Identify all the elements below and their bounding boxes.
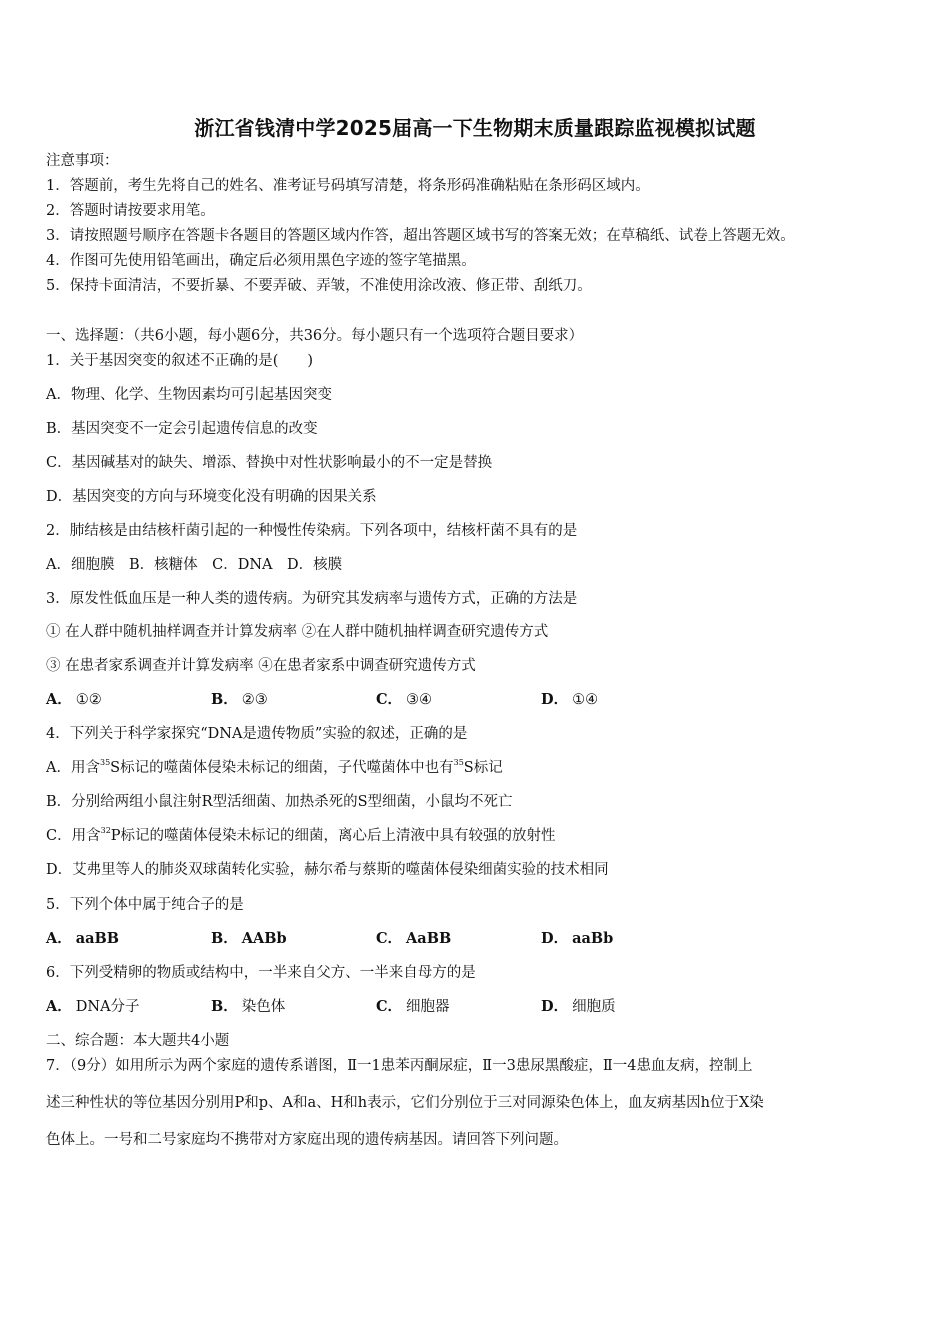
option-text: 细胞器 — [406, 999, 450, 1015]
q2-options: A．细胞膜 B．核糖体 C．DNA D．核膜 — [46, 557, 343, 573]
q5-stem: 5．下列个体中属于纯合子的是 — [46, 897, 244, 913]
q4-option-b: B．分别给两组小鼠注射R型活细菌、加热杀死的S型细菌，小鼠均不死亡 — [46, 794, 513, 810]
q3-statement-line: ③ 在患者家系调查并计算发病率 ④在患者家系中调查研究遗传方式 — [46, 658, 476, 674]
option-text: ①② — [75, 692, 102, 708]
q6-option-b — [211, 998, 285, 1016]
q1-option-b: B．基因突变不一定会引起遗传信息的改变 — [46, 421, 318, 437]
option-text: ①④ — [572, 692, 599, 708]
q3-option-a — [46, 691, 102, 709]
q3-option-c — [376, 691, 432, 709]
option-text: 染色体 — [241, 999, 286, 1015]
q7-text-line: 色体上。一号和二号家庭均不携带对方家庭出现的遗传病基因。请回答下列问题。 — [46, 1132, 568, 1148]
notice-item: 2．答题时请按要求用笔。 — [46, 203, 215, 219]
q3-statement-line: ① 在人群中随机抽样调查并计算发病率 ②在人群中随机抽样调查研究遗传方式 — [46, 624, 549, 640]
option-text: ③④ — [406, 692, 433, 708]
option-text: P标记的噬菌体侵染未标记的细菌，离心后上清液中具有较强的放射性 — [110, 828, 556, 844]
q6-option-a — [46, 998, 140, 1016]
section2-heading: 二、综合题：本大题共4小题 — [46, 1033, 230, 1049]
section1-heading: 一、选择题：（共6小题，每小题6分，共36分。每小题只有一个选项符合题目要求） — [46, 328, 584, 344]
isotope-superscript: 35 — [99, 758, 111, 767]
option-label: D． — [541, 998, 569, 1015]
q3-option-d — [541, 691, 598, 709]
option-text: aaBb — [572, 930, 614, 947]
option-label: A． — [46, 691, 72, 708]
option-text: AABb — [241, 930, 287, 947]
option-text: C．用含 — [46, 828, 101, 844]
q7-text-line: 7．（9分）如用所示为两个家庭的遗传系谱图，Ⅱ一1患苯丙酮尿症，Ⅱ一3患尿黑酸症，Ⅱ一4患血友病，控制上 — [46, 1058, 753, 1074]
option-label: C． — [376, 691, 403, 708]
option-text: AaBB — [406, 930, 452, 947]
notice-heading: 注意事项： — [46, 153, 119, 169]
q1-option-a: A．物理、化学、生物因素均可引起基因突变 — [46, 387, 332, 403]
notice-item: 4．作图可先使用铅笔画出，确定后必须用黑色字迹的签字笔描黑。 — [46, 253, 476, 269]
q5-option-a — [46, 930, 119, 948]
q4-stem: 4．下列关于科学家探究“DNA是遗传物质”实验的叙述，正确的是 — [46, 726, 468, 742]
q5-option-c — [376, 930, 451, 948]
option-label: A． — [46, 998, 72, 1015]
option-text: S标记 — [463, 760, 503, 776]
page-title: 浙江省钱清中学2025届高一下生物期末质量跟踪监视模拟试题 — [194, 116, 756, 140]
option-text: DNA分子 — [75, 999, 140, 1015]
option-text: ②③ — [241, 692, 268, 708]
option-label: C． — [376, 930, 403, 947]
option-text: A．用含 — [46, 760, 100, 776]
q5-option-b — [211, 930, 287, 948]
option-label: B． — [211, 930, 238, 947]
option-label: B． — [211, 691, 238, 708]
option-label: C． — [376, 998, 403, 1015]
option-label: D． — [541, 691, 569, 708]
q6-stem: 6．下列受精卵的物质或结构中，一半来自父方、一半来自母方的是 — [46, 965, 476, 981]
q2-stem: 2．肺结核是由结核杆菌引起的一种慢性传染病。下列各项中，结核杆菌不具有的是 — [46, 523, 578, 539]
q6-option-d — [541, 998, 616, 1016]
q1-option-c: C．基因碱基对的缺失、增添、替换中对性状影响最小的不一定是替换 — [46, 455, 493, 471]
q6-option-c — [376, 998, 450, 1016]
option-label: B． — [211, 998, 238, 1015]
option-label: D． — [541, 930, 569, 947]
q4-option-d: D．艾弗里等人的肺炎双球菌转化实验，赫尔希与蔡斯的噬菌体侵染细菌实验的技术相同 — [46, 862, 609, 878]
option-text: S标记的噬菌体侵染未标记的细菌，子代噬菌体中也有 — [110, 760, 454, 776]
q4-option-c — [46, 827, 556, 845]
option-text: aaBB — [75, 930, 120, 947]
isotope-superscript: 32 — [100, 826, 111, 835]
option-text: 细胞质 — [572, 999, 616, 1015]
q4-option-a — [46, 759, 503, 777]
notice-item: 1．答题前，考生先将自己的姓名、准考证号码填写清楚，将条形码准确粘贴在条形码区域内。 — [46, 178, 650, 194]
q1-option-d: D．基因突变的方向与环境变化没有明确的因果关系 — [46, 489, 377, 505]
q3-option-b — [211, 691, 268, 709]
q7-text-line: 述三种性状的等位基因分别用P和p、A和a、H和h表示，它们分别位于三对同源染色体上，血友病基因h位于X染 — [46, 1095, 764, 1111]
notice-item: 5．保持卡面清洁，不要折暴、不要弄破、弄皱，不准使用涂改液、修正带、刮纸刀。 — [46, 278, 592, 294]
isotope-superscript: 35 — [453, 758, 464, 767]
option-label: A． — [46, 930, 72, 947]
q3-stem: 3．原发性低血压是一种人类的遗传病。为研究其发病率与遗传方式，正确的方法是 — [46, 591, 578, 607]
q5-option-d — [541, 930, 613, 948]
q1-stem: 1．关于基因突变的叙述不正确的是( ) — [46, 353, 314, 369]
notice-item: 3．请按照题号顺序在答题卡各题目的答题区域内作答，超出答题区域书写的答案无效；在草稿纸、试卷上答题无效。 — [46, 228, 795, 244]
